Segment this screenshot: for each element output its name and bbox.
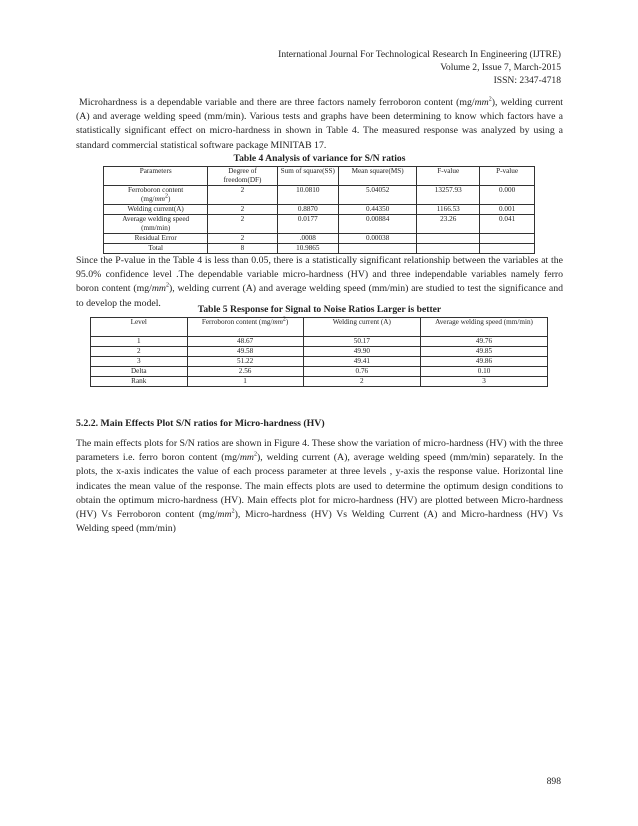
table-cell: 1 [187, 377, 303, 387]
table-cell: 0.76 [303, 367, 420, 377]
table-header-cell: Degree of freedom(DF) [208, 167, 277, 186]
table-cell: 2 [91, 347, 188, 357]
table-header-cell [187, 318, 303, 337]
table-cell: 49.85 [421, 347, 548, 357]
table-cell: .0008 [277, 234, 338, 244]
table-header-cell: F-value [417, 167, 480, 186]
header-superscript: 2 [282, 316, 286, 323]
table5-caption: Table 5 Response for Signal to Noise Ratios Larger is better [197, 304, 442, 315]
table-row [104, 186, 535, 205]
table-cell: 49.90 [303, 347, 420, 357]
header-text: ) [285, 318, 289, 326]
table-header-row [104, 167, 535, 186]
table-cell: Delta [91, 367, 188, 377]
intro-paragraph [76, 96, 563, 153]
table5-sn-response [90, 317, 548, 387]
table-cell: 0.041 [480, 215, 535, 234]
journal-header [278, 48, 561, 87]
intro-text-2: ), welding current (A) and average welding speed (mm/min). Various tests and graphs have been determining to know which factors have a statistically significant effect on micro-hardness in shown in Table 4. The measured response was analyzed by using a standard commercial statistical software package MINITAB 17. [76, 97, 563, 151]
main-effects-paragraph [76, 437, 563, 536]
table-cell: 49.76 [421, 337, 548, 347]
table-row [104, 215, 535, 234]
table-header-cell: Level [91, 318, 188, 337]
table-cell: 49.58 [187, 347, 303, 357]
table4-anova [103, 166, 535, 254]
table-cell: 0.001 [480, 205, 535, 215]
table-header-cell: Sum of square(SS) [277, 167, 338, 186]
table-row [104, 234, 535, 244]
table-cell: 23.26 [417, 215, 480, 234]
table-cell: 10.0810 [277, 186, 338, 205]
table4-caption: Table 4 Analysis of variance for S/N ratios [233, 153, 406, 164]
table-row [91, 357, 548, 367]
main-effects-text-1: The main effects plots for S/N ratios are shown in Figure 4. These show the variation of micro-hardness (HV) with the three parameters i.e. ferro boron content (mg/ [76, 438, 563, 464]
section-heading: 5.2.2. Main Effects Plot S/N ratios for Micro-hardness (HV) [76, 418, 325, 429]
table-cell: Residual Error [104, 234, 208, 244]
significance-text-2: ), welding current (A) and average welding speed (mm/min) are studied to test the significance and to develop the model. [76, 283, 564, 309]
cell-unit: mm [154, 195, 165, 203]
table-cell [338, 244, 416, 254]
journal-title: International Journal For Technological Research In Engineering (IJTRE) [278, 49, 561, 60]
table-cell: 13257.93 [417, 186, 480, 205]
table-cell: 2 [208, 205, 277, 215]
table-cell: 50.17 [303, 337, 420, 347]
main-effects-text-3: ), Micro-hardness (HV) Vs Welding Current (A) and Micro-hardness (HV) Vs Welding speed (mm/min) [76, 509, 563, 535]
cell-superscript: 2 [164, 193, 168, 200]
table-cell: 49.41 [303, 357, 420, 367]
table-cell: 5.04052 [338, 186, 416, 205]
table-cell: 2 [303, 377, 420, 387]
table-header-cell: Welding current (A) [303, 318, 420, 337]
significance-superscript: 2 [166, 283, 169, 290]
table-cell [104, 186, 208, 205]
table-cell: 2 [208, 215, 277, 234]
header-unit: mm [272, 318, 283, 326]
table-row [91, 347, 548, 357]
intro-superscript: 2 [488, 96, 492, 103]
table-cell: 8 [208, 244, 277, 254]
table-cell: 0.00038 [338, 234, 416, 244]
table-cell [417, 244, 480, 254]
table-cell: 49.86 [421, 357, 548, 367]
header-text: Ferroboron content (mg/ [201, 318, 273, 326]
table-cell: Total [104, 244, 208, 254]
table-cell: 1166.53 [417, 205, 480, 215]
cell-text: Ferroboron content [128, 186, 184, 194]
table-cell: 1 [91, 337, 188, 347]
journal-volume: Volume 2, Issue 7, March-2015 [440, 62, 561, 73]
intro-unit: mm [474, 97, 489, 108]
table-cell: 3 [421, 377, 548, 387]
table-cell: 0.000 [480, 186, 535, 205]
table-cell: 0.00884 [338, 215, 416, 234]
significance-text-1: Since the P-value in the Table 4 is less than 0.05, there is a statistically significant relationship between the variables at the 95.0% confidence level .The dependable variable micro-hardness (HV) and three independable variables namely ferro boron content (mg/ [76, 255, 563, 295]
table-header-cell: Parameters [104, 167, 208, 186]
intro-text-1: Microhardness is a dependable variable and there are three factors namely ferroboron content (mg/ [79, 97, 475, 108]
table-cell: 10.9865 [277, 244, 338, 254]
table-cell: 0.10 [421, 367, 548, 377]
table-cell: Average welding speed (mm/min) [104, 215, 208, 234]
main-effects-text-2: ), welding current (A), average welding speed (mm/min) separately. In the plots, the x-axis indicates the value of each process parameter at three levels , y-axis the response value. Horizontal line indicates the mean value of the response. The main effects plots are used to determine the optimum design conditions to obtain the optimum micro-hardness (HV). Main effects plot for micro-hardness (HV) are plotted between Micro-hardness (HV) Vs Ferroboron content (mg/ [76, 452, 563, 521]
main-effects-superscript-2: 2 [231, 508, 235, 515]
table-cell: Rank [91, 377, 188, 387]
table-row [104, 244, 535, 254]
significance-unit: mm [151, 283, 166, 295]
table-cell: 3 [91, 357, 188, 367]
journal-issn: ISSN: 2347-4718 [493, 75, 561, 86]
table-header-cell: Mean square(MS) [338, 167, 416, 186]
main-effects-unit-2: mm [217, 509, 232, 521]
table-row [91, 377, 548, 387]
table-row [91, 337, 548, 347]
table-cell [480, 244, 535, 254]
table-cell: Welding current(A) [104, 205, 208, 215]
table-header-cell: P-value [480, 167, 535, 186]
table-cell [417, 234, 480, 244]
main-effects-superscript-1: 2 [253, 451, 257, 458]
table-cell [480, 234, 535, 244]
table-cell: 0.44350 [338, 205, 416, 215]
main-effects-unit-1: mm [239, 452, 254, 464]
table-cell: 0.8870 [277, 205, 338, 215]
table-cell: 2 [208, 234, 277, 244]
page-number: 898 [546, 776, 561, 787]
table-cell: 0.0177 [277, 215, 338, 234]
cell-text: ) [167, 195, 171, 203]
cell-text: (mg/ [140, 195, 155, 203]
table-cell: 51.22 [187, 357, 303, 367]
significance-paragraph [76, 254, 563, 311]
table-header-cell: Average welding speed (mm/min) [421, 318, 548, 337]
table-cell: 2.56 [187, 367, 303, 377]
table-cell: 2 [208, 186, 277, 205]
table-row [91, 367, 548, 377]
table-header-row [91, 318, 548, 337]
table-row [104, 205, 535, 215]
table-cell: 48.67 [187, 337, 303, 347]
